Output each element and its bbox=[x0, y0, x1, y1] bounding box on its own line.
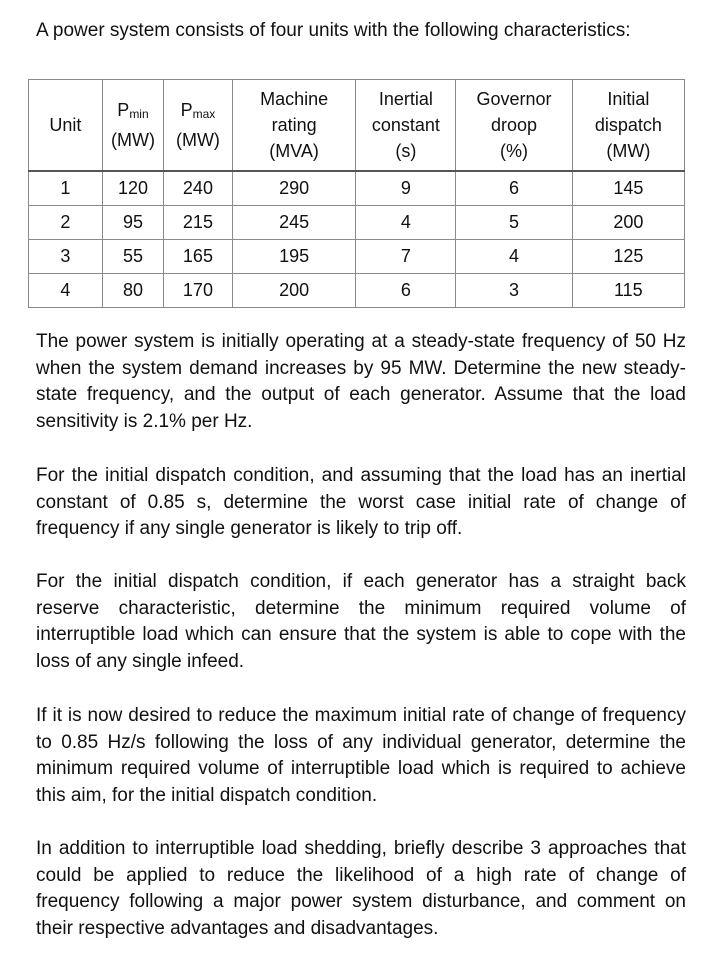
header-pmax-unit: (MW) bbox=[175, 130, 220, 150]
cell-dispatch: 115 bbox=[572, 274, 684, 308]
header-rating-line3: (MVA) bbox=[269, 141, 319, 161]
header-initial-dispatch bbox=[572, 80, 684, 172]
header-pmin-symbol bbox=[103, 97, 163, 127]
header-inertia-line1: Inertial bbox=[378, 89, 433, 109]
header-rating-line2: rating bbox=[271, 115, 317, 135]
cell-inertia: 7 bbox=[356, 240, 456, 274]
cell-inertia: 6 bbox=[356, 274, 456, 308]
cell-unit: 3 bbox=[29, 240, 103, 274]
cell-pmax: 215 bbox=[164, 206, 233, 240]
cell-dispatch: 200 bbox=[572, 206, 684, 240]
header-dispatch-line3: (MW) bbox=[606, 141, 651, 161]
cell-pmin: 120 bbox=[102, 171, 163, 206]
cell-droop: 6 bbox=[456, 171, 572, 206]
question-paragraph-rocof-limit: If it is now desired to reduce the maximum initial rate of change of frequency to 0.85 Hz/s following the loss of any individual generator, determine the minimum required volume of interruptible load which is required to achieve this aim, for the initial dispatch condition. bbox=[36, 705, 686, 806]
cell-unit: 1 bbox=[29, 171, 103, 206]
header-pmax-symbol bbox=[164, 97, 232, 127]
header-unit bbox=[29, 80, 103, 172]
header-droop-line3: (%) bbox=[499, 141, 528, 161]
cell-droop: 5 bbox=[456, 206, 572, 240]
header-pmax-sub: max bbox=[192, 107, 216, 121]
header-pmin-unit: (MW) bbox=[110, 130, 155, 150]
header-inertia-line2: constant bbox=[371, 115, 440, 135]
header-pmax-base: P bbox=[180, 100, 193, 120]
header-dispatch-line1: Initial bbox=[607, 89, 650, 109]
cell-droop: 4 bbox=[456, 240, 572, 274]
cell-pmax: 165 bbox=[164, 240, 233, 274]
cell-droop: 3 bbox=[456, 274, 572, 308]
cell-rating: 245 bbox=[232, 206, 356, 240]
cell-pmin: 55 bbox=[102, 240, 163, 274]
cell-pmax: 170 bbox=[164, 274, 233, 308]
header-pmin bbox=[102, 80, 163, 172]
table-row bbox=[29, 240, 685, 274]
cell-pmin: 80 bbox=[102, 274, 163, 308]
header-inertia-line3: (s) bbox=[395, 141, 417, 161]
cell-unit: 4 bbox=[29, 274, 103, 308]
header-inertial-constant bbox=[356, 80, 456, 172]
header-pmin-base: P bbox=[117, 100, 130, 120]
question-paragraph-frequency-response: The power system is initially operating at a steady-state frequency of 50 Hz when the system demand increases by 95 MW. Determine the new steady-state frequency, and the output of each generator. Assume that the load sensitivity is 2.1% per Hz. bbox=[36, 331, 686, 432]
header-rating-line1: Machine bbox=[260, 89, 329, 109]
cell-dispatch: 145 bbox=[572, 171, 684, 206]
table-row bbox=[29, 274, 685, 308]
table-row bbox=[29, 206, 685, 240]
cell-dispatch: 125 bbox=[572, 240, 684, 274]
cell-pmin: 95 bbox=[102, 206, 163, 240]
header-governor-droop bbox=[456, 80, 572, 172]
header-pmax bbox=[164, 80, 233, 172]
cell-inertia: 4 bbox=[356, 206, 456, 240]
header-dispatch-line2: dispatch bbox=[594, 115, 662, 135]
cell-rating: 200 bbox=[232, 274, 356, 308]
intro-text: A power system consists of four units with the following characteristics: bbox=[36, 20, 631, 41]
header-pmin-sub: min bbox=[129, 107, 149, 121]
cell-rating: 290 bbox=[232, 171, 356, 206]
header-unit-label: Unit bbox=[49, 115, 82, 135]
question-paragraph-interruptible-load: For the initial dispatch condition, if each generator has a straight back reserve characteristic, determine the minimum required volume of interruptible load which can ensure that the system is able to cope with the loss of any single infeed. bbox=[36, 571, 686, 672]
cell-unit: 2 bbox=[29, 206, 103, 240]
header-machine-rating bbox=[232, 80, 356, 172]
cell-pmax: 240 bbox=[164, 171, 233, 206]
cell-inertia: 9 bbox=[356, 171, 456, 206]
table-header-row bbox=[29, 80, 685, 172]
header-droop-line1: Governor bbox=[476, 89, 552, 109]
header-droop-line2: droop bbox=[490, 115, 537, 135]
cell-rating: 195 bbox=[232, 240, 356, 274]
unit-characteristics-table bbox=[28, 79, 685, 308]
table-row bbox=[29, 171, 685, 206]
question-paragraph-rocof: For the initial dispatch condition, and assuming that the load has an inertial constant of 0.85 s, determine the worst case initial rate of change of frequency if any single generator is likely to trip off. bbox=[36, 465, 686, 539]
question-paragraph-approaches: In addition to interruptible load shedding, briefly describe 3 approaches that could be applied to reduce the likelihood of a high rate of change of frequency following a major power system disturbance, and comment on their respective advantages and disadvantages. bbox=[36, 838, 686, 939]
